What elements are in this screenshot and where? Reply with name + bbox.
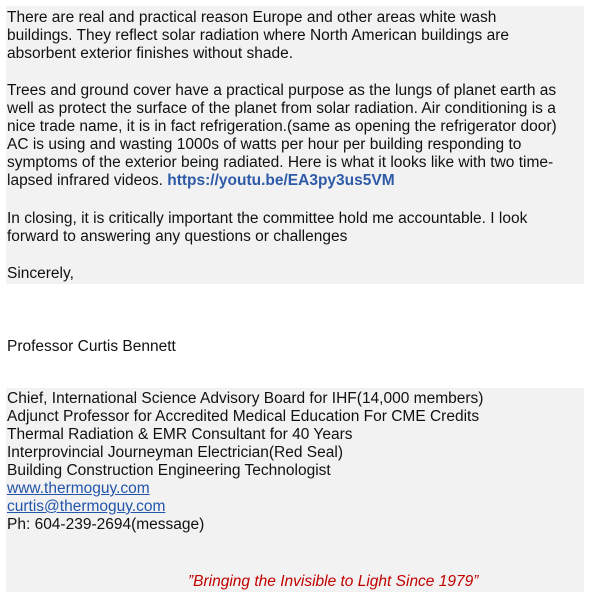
credential-line: Adjunct Professor for Accredited Medical Education For CME Credits <box>7 408 480 425</box>
credential-line: Chief, International Science Advisory Board for IHF(14,000 members) <box>7 390 484 407</box>
intro-text: There are real and practical reason Europe and other areas white wash buildings. They reflect solar radiation where North American buildings are absorbent exterior finishes without shade. <box>7 9 510 62</box>
intro-paragraph <box>7 9 587 63</box>
email-link[interactable]: curtis@thermoguy.com <box>7 498 166 515</box>
signoff <box>7 265 587 283</box>
credential-line: Thermal Radiation & EMR Consultant for 40 Years <box>7 426 353 443</box>
signature-motto <box>188 573 478 591</box>
closing-paragraph <box>7 210 587 246</box>
trees-paragraph <box>7 82 587 190</box>
signature-name-text: Professor Curtis Bennett <box>7 338 176 355</box>
youtube-video-link[interactable]: https://youtu.be/EA3py3us5VM <box>167 172 395 189</box>
motto-text: Bringing the Invisible to Light Since 1979 <box>193 573 474 590</box>
trees-text <box>7 82 587 190</box>
closing-text: In closing, it is critically important the committee hold me accountable. I look forward to answering any questions or challenges <box>7 210 528 245</box>
credential-line: Interprovincial Journeyman Electrician(Red Seal) <box>7 444 343 461</box>
signature-credentials <box>7 390 587 534</box>
website-link[interactable]: www.thermoguy.com <box>7 480 150 497</box>
signoff-text: Sincerely, <box>7 265 74 282</box>
credential-line: Building Construction Engineering Technologist <box>7 462 331 479</box>
motto-close-quote: ” <box>473 573 479 590</box>
motto-open-quote: ” <box>188 573 194 590</box>
signature-name <box>7 338 587 356</box>
phone-number: Ph: 604-239-2694(message) <box>7 516 205 533</box>
trees-body-text: Trees and ground cover have a practical purpose as the lungs of planet earth as well as protect the surface of the planet from solar radiation. Air conditioning is a nice trade name, it is in fact refrigeration.(same as opening the refrigerator door) AC is using and wasting 1000s of watts per hour per building responding to symptoms of the exterior being radiated. Here is what it looks like with two time- lapsed infrared videos. <box>7 82 557 189</box>
